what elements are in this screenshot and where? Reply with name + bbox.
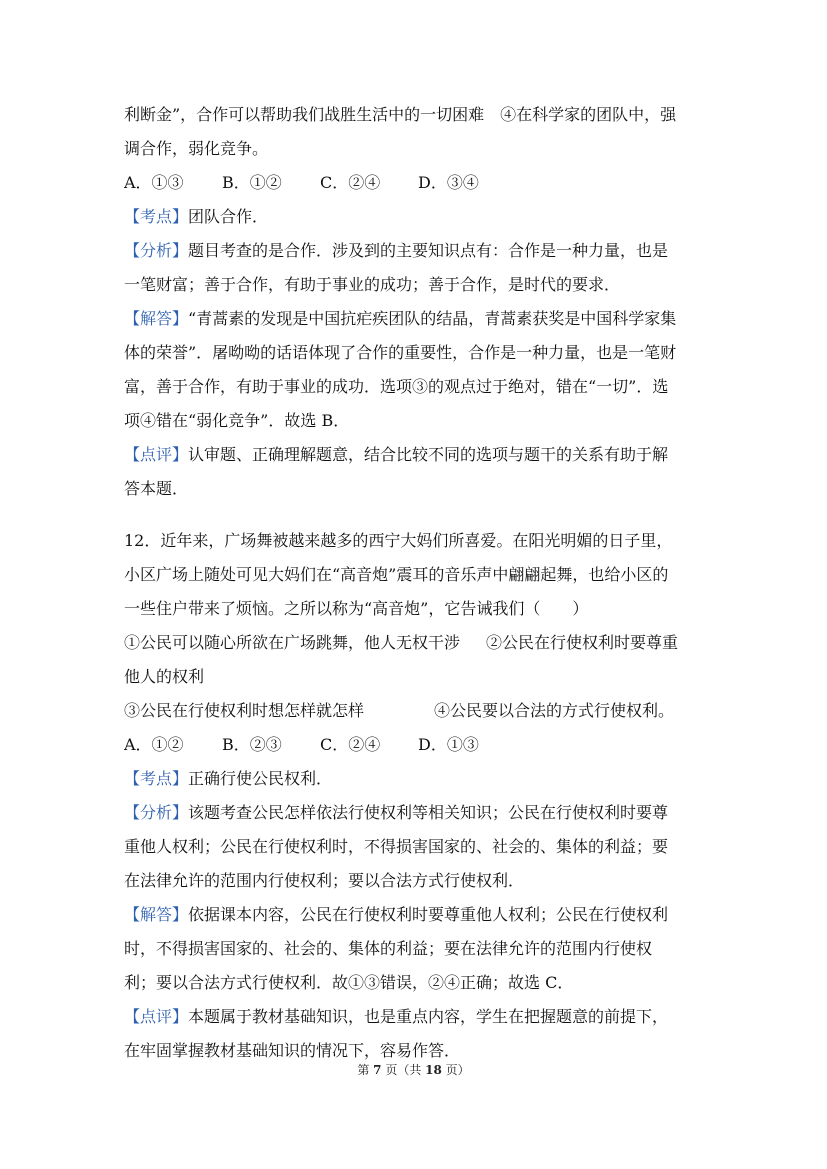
- q12-jieda: [124, 898, 704, 932]
- q12-dianping: [124, 1000, 704, 1034]
- q11-jieda-line: 体的荣誉”．屠呦呦的话语体现了合作的重要性，合作是一种力量，也是一笔财: [124, 343, 677, 362]
- fenxi-tag: 【分析】: [124, 241, 189, 260]
- q11-kaodian: [124, 200, 704, 234]
- q12-option-d: D．①③: [418, 735, 479, 754]
- q12-option-a: A．①②: [124, 735, 184, 754]
- q12-stem-line: 小区广场上随处可见大妈们在“高音炮”震耳的音乐声中翩翩起舞，也给小区的: [124, 565, 669, 584]
- jieda-text: “青蒿素的发现是中国抗疟疾团队的结晶，青蒿素获奖是中国科学家集: [188, 309, 677, 328]
- footer-total-pages: 18: [425, 1063, 442, 1077]
- q12-choice-3: ③公民在行使权利时想怎样就怎样: [124, 701, 365, 720]
- q12-choice-2-cont: 他人的权利: [124, 667, 205, 686]
- q11-fenxi: [124, 234, 704, 268]
- jieda-tag: 【解答】: [124, 309, 189, 328]
- q11-dianping: [124, 438, 704, 472]
- question-12-block: [124, 524, 704, 1068]
- q12-jieda-line: 时，不得损害国家的、社会的、集体的利益；要在法律允许的范围内行使权: [124, 939, 653, 958]
- kaodian-tag: 【考点】: [124, 207, 189, 226]
- q12-choices-row-2: [124, 694, 704, 728]
- q12-fenxi: [124, 796, 704, 830]
- q11-fenxi-line: 一笔财富；善于合作，有助于事业的成功；善于合作，是时代的要求．: [124, 275, 621, 294]
- q12-stem-line: 12．近年来，广场舞被越来越多的西宁大妈们所喜爱。在阳光明媚的日子里，: [124, 531, 673, 550]
- q12-fenxi-line: 重他人权利；公民在行使权利时，不得损害国家的、社会的、集体的利益；要: [124, 837, 669, 856]
- page-footer: [0, 1060, 827, 1080]
- fenxi-tag: 【分析】: [124, 803, 189, 822]
- fenxi-text: 题目考查的是合作．涉及到的主要知识点有：合作是一种力量，也是: [188, 241, 669, 260]
- q11-dianping-line: 答本题．: [124, 479, 189, 498]
- q11-stem-line: 调合作，弱化竞争。: [124, 139, 269, 158]
- q12-choice-2: ②公民在行使权利时要尊重: [486, 633, 679, 652]
- dianping-tag: 【点评】: [124, 1007, 189, 1026]
- kaodian-tag: 【考点】: [124, 769, 189, 788]
- q11-option-c: C．②④: [320, 173, 381, 192]
- q11-jieda-line: 富，善于合作，有助于事业的成功．选项③的观点过于绝对，错在“一切”．选: [124, 377, 669, 396]
- footer-prefix: 第: [357, 1063, 374, 1077]
- q12-stem-line: 一些住户带来了烦恼。之所以称为“高音炮”，它告诫我们（ ）: [124, 599, 589, 618]
- q12-choice-1: ①公民可以随心所欲在广场跳舞，他人无权干涉: [124, 633, 461, 652]
- q11-jieda: [124, 302, 704, 336]
- q12-jieda-line: 利；要以合法方式行使权利．故①③错误，②④正确；故选 C．: [124, 973, 574, 992]
- q12-option-b: B．②③: [222, 735, 282, 754]
- dianping-text: 认审题、正确理解题意，结合比较不同的选项与题干的关系有助于解: [188, 445, 669, 464]
- kaodian-text: 团队合作．: [188, 207, 269, 226]
- q12-kaodian: [124, 762, 704, 796]
- q12-dianping-line: 在牢固掌握教材基础知识的情况下，容易作答．: [124, 1041, 461, 1060]
- dianping-text: 本题属于教材基础知识，也是重点内容，学生在把握题意的前提下，: [188, 1007, 669, 1026]
- q11-jieda-line: 项④错在“弱化竞争”．故选 B．: [124, 411, 350, 430]
- q12-choice-4: ④公民要以合法的方式行使权利。: [434, 701, 675, 720]
- q12-fenxi-line: 在法律允许的范围内行使权利；要以合法方式行使权利．: [124, 871, 525, 890]
- q11-option-d: D．③④: [418, 173, 479, 192]
- q11-option-b: B．①②: [222, 173, 282, 192]
- jieda-tag: 【解答】: [124, 905, 189, 924]
- q12-choices-row-1: [124, 626, 704, 660]
- footer-page-number: 7: [373, 1063, 382, 1077]
- dianping-tag: 【点评】: [124, 445, 189, 464]
- q11-option-a: A．①③: [124, 173, 184, 192]
- kaodian-text: 正确行使公民权利．: [188, 769, 333, 788]
- q12-options: [124, 728, 704, 762]
- q11-options: [124, 166, 704, 200]
- jieda-text: 依据课本内容，公民在行使权利时要尊重他人权利；公民在行使权利: [188, 905, 669, 924]
- q11-stem-line: 利断金”，合作可以帮助我们战胜生活中的一切困难 ④在科学家的团队中，强: [124, 105, 677, 124]
- q12-option-c: C．②④: [320, 735, 381, 754]
- footer-suffix: 页）: [441, 1063, 470, 1077]
- fenxi-text: 该题考查公民怎样依法行使权利等相关知识；公民在行使权利时要尊: [188, 803, 669, 822]
- footer-middle: 页（共: [381, 1063, 426, 1077]
- question-11-block: [124, 98, 704, 506]
